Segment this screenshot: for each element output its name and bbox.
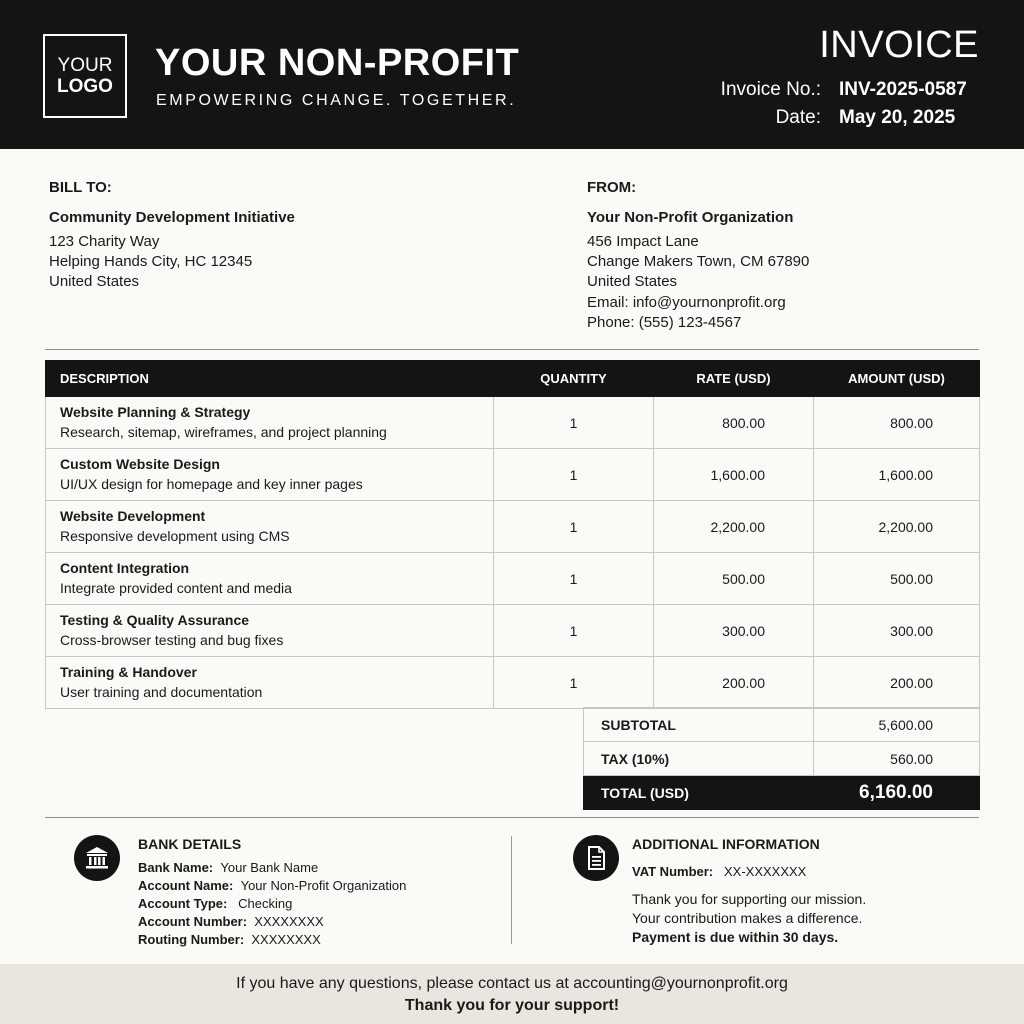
item-description <box>46 605 494 657</box>
column-header-description: DESCRIPTION <box>46 361 494 397</box>
table-row <box>46 657 980 709</box>
bank-detail-label: Account Name: <box>138 878 234 893</box>
tax-row <box>584 742 980 776</box>
bank-detail-label: Routing Number: <box>138 932 245 947</box>
tax-value: 560.00 <box>814 742 980 776</box>
line-items-table <box>45 360 980 709</box>
bank-detail-label: Account Type: <box>138 896 228 911</box>
section-divider <box>45 817 979 818</box>
item-amount: 2,200.00 <box>814 501 980 553</box>
bank-detail-row <box>138 878 406 893</box>
item-title: Content Integration <box>60 560 190 576</box>
item-title: Custom Website Design <box>60 456 220 472</box>
item-subtitle: User training and documentation <box>60 684 263 700</box>
payment-terms: Payment is due within 30 days. <box>632 929 839 945</box>
bank-detail-label: Account Number: <box>138 914 248 929</box>
from-email: Email: info@yournonprofit.org <box>587 294 786 311</box>
tax-label: TAX (10%) <box>584 742 814 776</box>
column-header-quantity: QUANTITY <box>494 361 654 397</box>
item-quantity: 1 <box>494 657 654 709</box>
item-title: Website Planning & Strategy <box>60 404 251 420</box>
invoice-header <box>0 0 1024 149</box>
totals-table <box>583 707 980 810</box>
table-row <box>46 605 980 657</box>
item-quantity: 1 <box>494 397 654 449</box>
total-row <box>584 776 980 810</box>
bank-detail-value: Checking <box>238 896 293 911</box>
item-rate: 300.00 <box>654 605 814 657</box>
thanks-line: Thank you for your support! <box>404 997 620 1014</box>
item-amount: 500.00 <box>814 553 980 605</box>
total-value: 6,160.00 <box>814 776 980 810</box>
logo-text-line2: LOGO <box>57 76 113 97</box>
subtotal-label: SUBTOTAL <box>584 708 814 742</box>
from-name: Your Non-Profit Organization <box>587 209 794 226</box>
from-address-line: 456 Impact Lane <box>587 233 699 250</box>
bank-detail-value: Your Non-Profit Organization <box>240 878 407 893</box>
item-subtitle: Cross-browser testing and bug fixes <box>60 632 284 648</box>
item-amount: 300.00 <box>814 605 980 657</box>
bank-detail-value: Your Bank Name <box>220 860 319 875</box>
item-description <box>46 657 494 709</box>
item-rate: 1,600.00 <box>654 449 814 501</box>
item-rate: 2,200.00 <box>654 501 814 553</box>
item-rate: 200.00 <box>654 657 814 709</box>
item-amount: 1,600.00 <box>814 449 980 501</box>
from-address-line: Change Makers Town, CM 67890 <box>587 253 810 270</box>
from-address-line: United States <box>587 273 678 290</box>
organization-name: YOUR NON-PROFIT <box>155 42 520 84</box>
invoice-footer <box>0 964 1024 1024</box>
item-quantity: 1 <box>494 553 654 605</box>
item-quantity: 1 <box>494 605 654 657</box>
bill-to-address-line: Helping Hands City, HC 12345 <box>49 253 253 270</box>
table-header-row <box>46 361 980 397</box>
bank-detail-value: XXXXXXXX <box>254 914 324 929</box>
item-rate: 800.00 <box>654 397 814 449</box>
item-subtitle: Integrate provided content and media <box>60 580 292 596</box>
item-description <box>46 449 494 501</box>
subtotal-value: 5,600.00 <box>814 708 980 742</box>
item-quantity: 1 <box>494 449 654 501</box>
vat-label: VAT Number: <box>632 864 714 879</box>
bank-details-title: BANK DETAILS <box>138 836 242 852</box>
bill-to-name: Community Development Initiative <box>49 209 295 226</box>
bank-detail-row <box>138 914 324 929</box>
bank-icon <box>74 835 120 881</box>
bill-to-address-line: 123 Charity Way <box>49 233 160 250</box>
bank-detail-row <box>138 896 292 911</box>
bank-detail-value: XXXXXXXX <box>251 932 321 947</box>
from-phone: Phone: (555) 123-4567 <box>587 314 742 331</box>
table-row <box>46 397 980 449</box>
invoice-date-label: Date: <box>775 107 821 128</box>
logo-text-line1: YOUR <box>57 55 113 76</box>
item-amount: 200.00 <box>814 657 980 709</box>
bill-to-label: BILL TO: <box>49 179 112 196</box>
column-header-rate: RATE (USD) <box>654 361 814 397</box>
additional-info-title: ADDITIONAL INFORMATION <box>632 836 820 852</box>
invoice-date: May 20, 2025 <box>839 107 956 128</box>
vat-row <box>632 864 806 879</box>
thank-you-note: Thank you for supporting our mission. <box>632 891 867 907</box>
column-header-amount: AMOUNT (USD) <box>814 361 980 397</box>
bank-detail-row <box>138 932 321 947</box>
subtotal-row <box>584 708 980 742</box>
item-subtitle: Responsive development using CMS <box>60 528 290 544</box>
column-divider <box>511 836 512 944</box>
organization-tagline: EMPOWERING CHANGE. TOGETHER. <box>156 92 517 109</box>
from-label: FROM: <box>587 179 637 196</box>
table-row <box>46 449 980 501</box>
table-row <box>46 553 980 605</box>
bill-to-address-line: United States <box>49 273 140 290</box>
item-title: Training & Handover <box>60 664 197 680</box>
item-subtitle: UI/UX design for homepage and key inner pages <box>60 476 363 492</box>
table-row <box>46 501 980 553</box>
logo-placeholder <box>43 34 127 118</box>
item-description <box>46 553 494 605</box>
item-description <box>46 397 494 449</box>
total-label: TOTAL (USD) <box>584 776 814 810</box>
bank-detail-row <box>138 860 318 875</box>
item-quantity: 1 <box>494 501 654 553</box>
vat-value: XX-XXXXXXX <box>723 864 807 879</box>
document-title: INVOICE <box>819 24 979 66</box>
item-title: Testing & Quality Assurance <box>60 612 250 628</box>
item-title: Website Development <box>60 508 206 524</box>
item-description <box>46 501 494 553</box>
document-icon <box>573 835 619 881</box>
contact-line: If you have any questions, please contact us at accounting@yournonprofit.org <box>236 975 788 992</box>
item-rate: 500.00 <box>654 553 814 605</box>
contribution-note: Your contribution makes a difference. <box>632 910 863 926</box>
item-subtitle: Research, sitemap, wireframes, and project planning <box>60 424 387 440</box>
section-divider <box>45 349 979 350</box>
item-amount: 800.00 <box>814 397 980 449</box>
invoice-number-label: Invoice No.: <box>720 79 821 100</box>
invoice-number: INV-2025-0587 <box>839 79 967 100</box>
bank-detail-label: Bank Name: <box>138 860 214 875</box>
